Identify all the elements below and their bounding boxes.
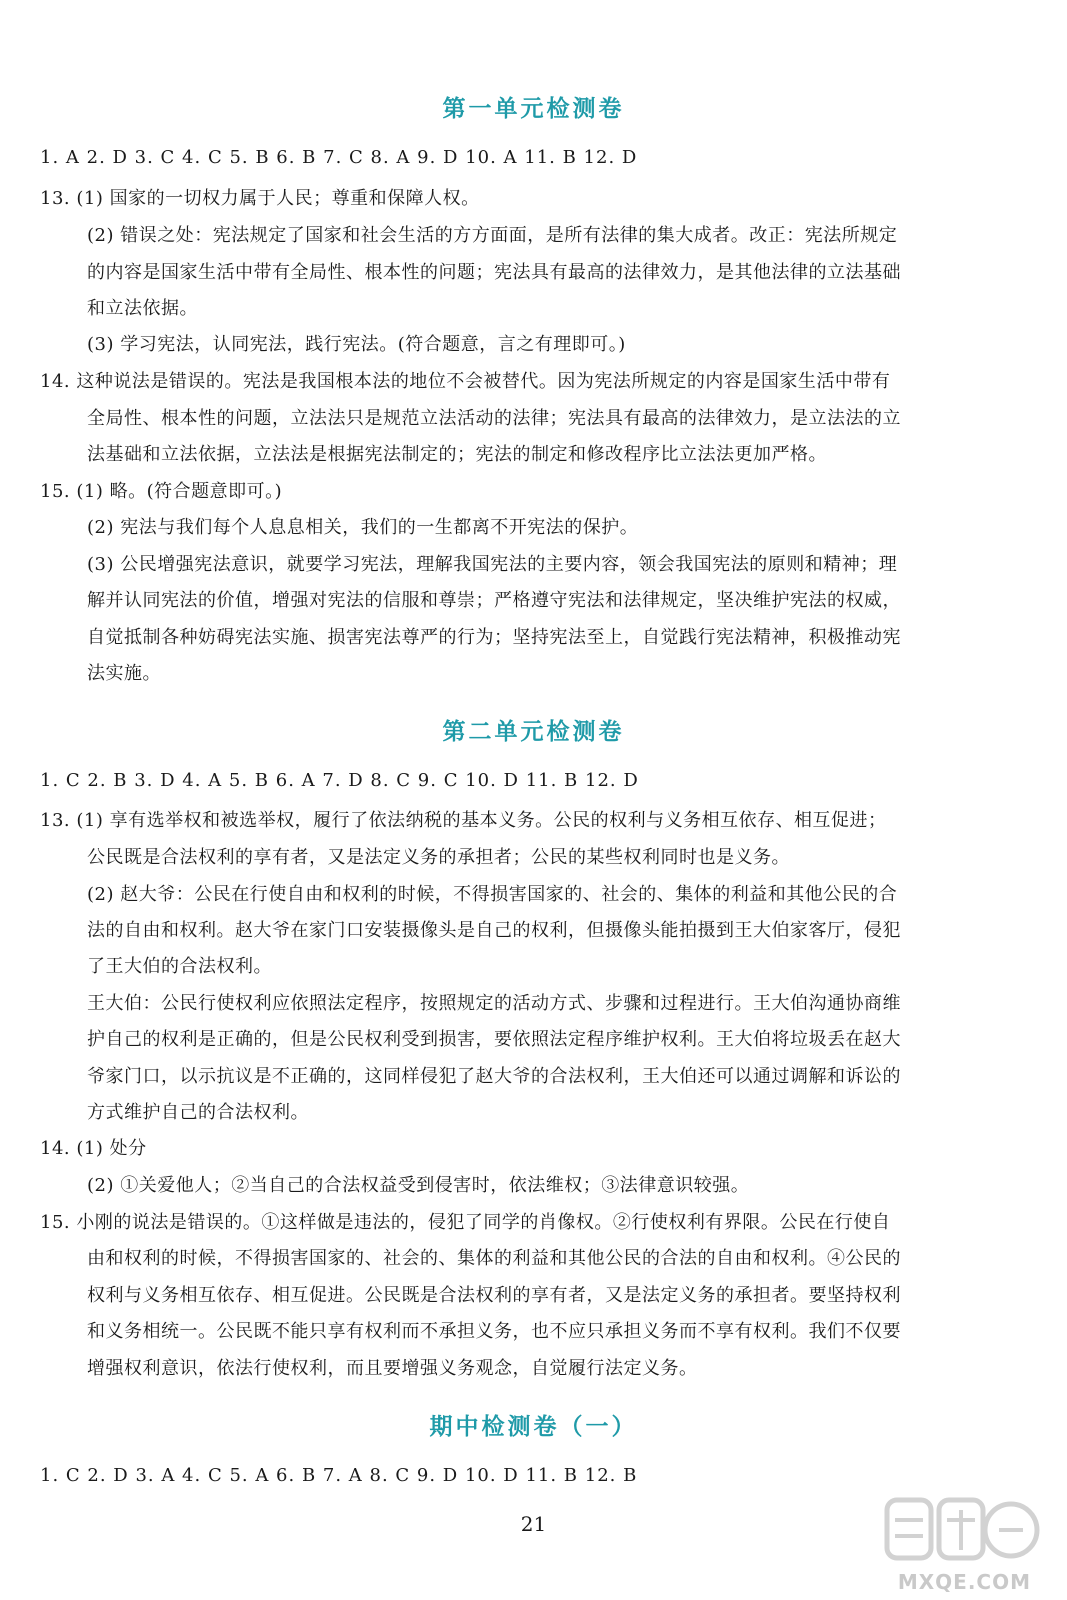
answer-line: 法的自由和权利。赵大爷在家门口安装摄像头是自己的权利，但摄像头能拍摄到王大伯家客厅，侵犯 [87,920,901,941]
mc-answers-midterm-1: 1. C 2. D 3. A 4. C 5. A 6. B 7. A 8. C 9. D 10. D 11. B 12. B [40,1465,638,1486]
section-title-midterm-1: 期中检测卷（一） [429,1414,638,1440]
answer-line: 和义务相统一。公民既不能只享有权利而不承担义务，也不应只承担义务而不享有权利。我们不仅要 [87,1321,901,1342]
answer-line: 权利与义务相互依存、相互促进。公民既是合法权利的享有者，又是法定义务的承担者。要坚持权利 [87,1285,901,1306]
answer-line: 爷家门口，以示抗议是不正确的，这同样侵犯了赵大爷的合法权利，王大伯还可以通过调解和诉讼的 [87,1066,901,1087]
page-number: 21 [520,1512,547,1536]
answer-line: 13. (1) 享有选举权和被选举权，履行了依法纳税的基本义务。公民的权利与义务相互依存、相互促进； [40,810,887,831]
answer-line: 方式维护自己的合法权利。 [87,1102,309,1123]
answer-line: (2) 宪法与我们每个人息息相关，我们的一生都离不开宪法的保护。 [87,517,639,538]
answer-line: 了王大伯的合法权利。 [87,956,272,977]
answer-line: 法实施。 [87,663,161,684]
mc-answers-unit-2: 1. C 2. B 3. D 4. A 5. B 6. A 7. D 8. C 9. C 10. D 11. B 12. D [40,770,639,791]
answer-line: (2) ①关爱他人；②当自己的合法权益受到侵害时，依法维权；③法律意识较强。 [87,1175,750,1196]
answer-line: 由和权利的时候，不得损害国家的、社会的、集体的利益和其他公民的合法的自由和权利。④公民的 [87,1248,901,1269]
answer-line: 14. (1) 处分 [40,1138,147,1159]
watermark-text: MXQE.COM [897,1570,1031,1594]
answer-line: 的内容是国家生活中带有全局性、根本性的问题；宪法具有最高的法律效力，是其他法律的立法基础 [87,262,901,283]
answer-line: (2) 错误之处：宪法规定了国家和社会生活的方方面面，是所有法律的集大成者。改正：宪法所规定 [87,225,898,246]
answer-line: (3) 公民增强宪法意识，就要学习宪法，理解我国宪法的主要内容，领会我国宪法的原则和精神；理 [87,554,898,575]
mc-answers-unit-1: 1. A 2. D 3. C 4. C 5. B 6. B 7. C 8. A 9. D 10. A 11. B 12. D [40,147,638,168]
answer-line: 增强权利意识，依法行使权利，而且要增强义务观念，自觉履行法定义务。 [87,1358,698,1379]
answer-line: 15. (1) 略。(符合题意即可。) [40,481,283,502]
answer-line: 法基础和立法依据，立法法是根据宪法制定的；宪法的制定和修改程序比立法法更加严格。 [87,444,827,465]
answer-line: 全局性、根本性的问题，立法法只是规范立法活动的法律；宪法具有最高的法律效力，是立法法的立 [87,408,901,429]
answer-line: 王大伯：公民行使权利应依照法定程序，按照规定的活动方式、步骤和过程进行。王大伯沟通协商维 [87,993,901,1014]
answer-line: (2) 赵大爷：公民在行使自由和权利的时候，不得损害国家的、社会的、集体的利益和其他公民的合 [87,884,898,905]
section-title-unit-1: 第一单元检测卷 [442,96,625,122]
answer-line: 13. (1) 国家的一切权力属于人民；尊重和保障人权。 [40,188,480,209]
answer-line: 公民既是合法权利的享有者，又是法定义务的承担者；公民的某些权利同时也是义务。 [87,847,790,868]
answer-line: 护自己的权利是正确的，但是公民权利受到损害，要依照法定程序维护权利。王大伯将垃圾丢在赵大 [87,1029,901,1050]
answer-line: 自觉抵制各种妨碍宪法实施、损害宪法尊严的行为；坚持宪法至上，自觉践行宪法精神，积极推动宪 [87,627,901,648]
answer-line: 15. 小刚的说法是错误的。①这样做是违法的，侵犯了同学的肖像权。②行使权利有界限。公民在行使自 [40,1212,891,1233]
section-title-unit-2: 第二单元检测卷 [442,719,625,745]
answer-line: (3) 学习宪法，认同宪法，践行宪法。(符合题意，言之有理即可。) [87,334,626,355]
answer-line: 和立法依据。 [87,298,198,319]
answer-line: 14. 这种说法是错误的。宪法是我国根本法的地位不会被替代。因为宪法所规定的内容是国家生活中带有 [40,371,891,392]
answer-line: 解并认同宪法的价值，增强对宪法的信服和尊崇；严格遵守宪法和法律规定，坚决维护宪法的权威， [87,590,901,611]
